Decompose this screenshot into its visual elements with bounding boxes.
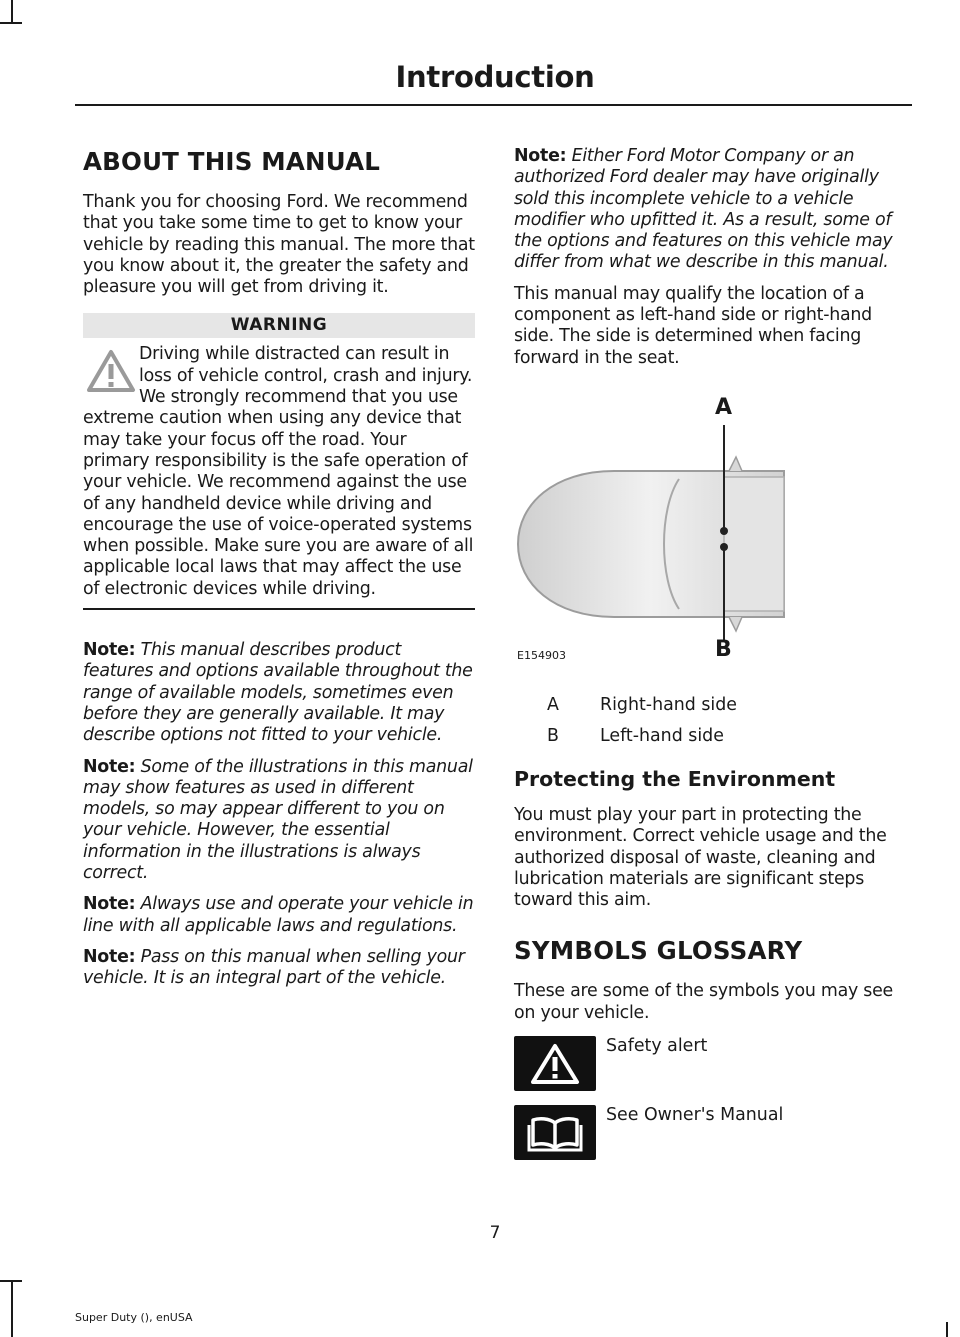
note-label: Note: (83, 640, 136, 661)
note-upfitter (514, 146, 908, 274)
about-heading: ABOUT THIS MANUAL (83, 147, 381, 176)
left-column (83, 146, 475, 1000)
note-text: Either Ford Motor Company or an authorized Ford dealer may have originally sold this incomplete vehicle to a vehicle modifier who upfitted it. As a result, some of the options and features on this vehicle may differ from what we describe in this manual. (514, 146, 893, 273)
note-text: Always use and operate your vehicle in line with all applicable laws and regulations. (83, 894, 474, 936)
note-text: Some of the illustrations in this manual may show features as used in different models, so may appear different to you on your vehicle. However, the essential information in the illustrations is always correct. (83, 756, 473, 884)
symbol-label: See Owner's Manual (606, 1105, 784, 1126)
note-text: Pass on this manual when selling your vehicle. It is an integral part of the vehicle. (83, 946, 465, 989)
note-2 (83, 757, 475, 885)
warning-label: WARNING (83, 313, 475, 338)
legend-row (514, 726, 908, 747)
symbol-row (514, 1105, 908, 1160)
note-label: Note: (514, 146, 567, 166)
figure-label-a: A (715, 394, 733, 420)
crop-mark (946, 1322, 948, 1337)
figure-label-b: B (715, 636, 732, 662)
right-column (514, 146, 908, 1174)
warning-box (83, 344, 475, 600)
crop-mark (0, 22, 22, 24)
legend-key: B (547, 725, 559, 746)
symbols-heading: SYMBOLS GLOSSARY (514, 936, 803, 966)
environment-text: You must play your part in protecting the environment. Correct vehicle usage and the authorized disposal of waste, cleaning and lubrication materials are significant steps toward this aim. (514, 804, 887, 911)
crop-mark (11, 1280, 13, 1337)
warning-text: Driving while distracted can result in loss of vehicle control, crash and injury. We strongly recommend that you use extreme caution when using any device that may take your focus off the road. Your primary responsibility is the safe operation of your vehicle. We recommend against the use of any handheld device while driving and encourage the use of voice-operated systems when possible. Make sure you are aware of all applicable local laws that may affect the use of electronic devices while driving. (83, 344, 474, 599)
side-text: This manual may qualify the location of a component as left-hand side or right-hand side. The side is determined when facing forward in the seat. (514, 283, 872, 368)
legend-value: Right-hand side (600, 694, 737, 715)
safety-alert-icon (514, 1036, 596, 1091)
vehicle-sides-figure (514, 379, 908, 689)
note-4 (83, 947, 475, 990)
footer-text: Super Duty (), enUSA (75, 1311, 193, 1324)
legend-key: A (547, 694, 559, 715)
page-title: Introduction (395, 60, 595, 94)
warning-rule (83, 608, 475, 610)
about-intro: Thank you for choosing Ford. We recommend that you take some time to get to know your vehicle by reading this manual. The more that you know about it, the greater the safety and pleasure you will get from driving it. (83, 192, 475, 298)
note-label: Note: (83, 894, 136, 915)
page-number: 7 (489, 1223, 501, 1243)
header-rule (75, 104, 912, 106)
note-1 (83, 640, 475, 746)
symbol-row (514, 1036, 908, 1091)
note-3 (83, 894, 475, 937)
figure-code: E154903 (517, 648, 566, 662)
crop-mark (0, 1280, 22, 1282)
symbols-intro: These are some of the symbols you may see on your vehicle. (514, 981, 894, 1023)
environment-heading: Protecting the Environment (514, 766, 836, 791)
vehicle-top-view-illustration (514, 379, 908, 689)
note-text: This manual describes product features and options available throughout the range of available models, sometimes even before they are generally available. It may describe options not fitted to your vehicle. (83, 640, 473, 746)
legend-row (514, 695, 908, 716)
note-label: Note: (83, 756, 136, 777)
note-label: Note: (83, 946, 136, 967)
owners-manual-icon (514, 1105, 596, 1160)
symbol-label: Safety alert (606, 1036, 708, 1057)
legend-value: Left-hand side (600, 725, 724, 746)
crop-mark (11, 0, 13, 22)
warning-triangle-icon (83, 344, 139, 402)
